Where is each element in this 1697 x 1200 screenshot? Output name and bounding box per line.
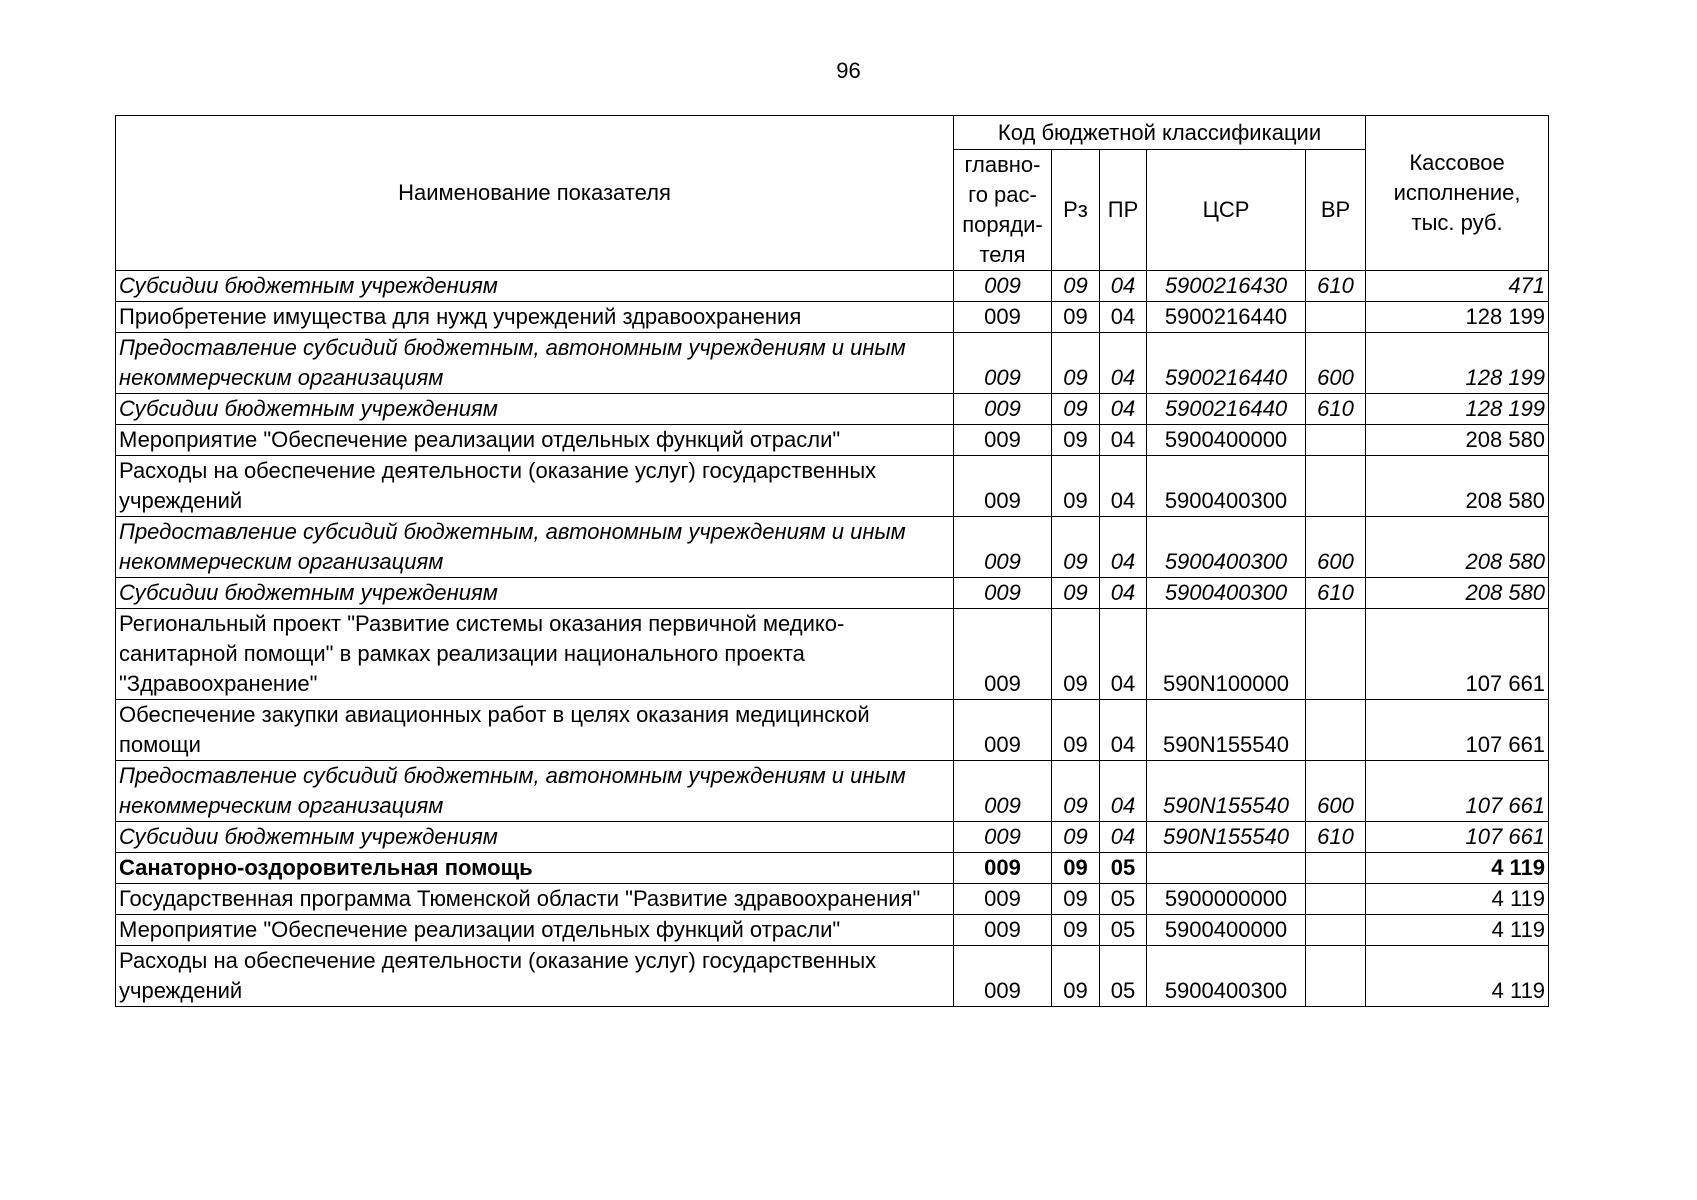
row-pr-code: 05	[1100, 946, 1147, 1007]
row-csr-code	[1147, 853, 1306, 884]
row-amount: 128 199	[1366, 302, 1549, 333]
row-rz-code: 09	[1052, 700, 1100, 761]
header-pr: ПР	[1100, 150, 1147, 271]
row-vr-code	[1306, 946, 1366, 1007]
header-row-top	[116, 116, 1549, 150]
row-csr-code: 5900216440	[1147, 333, 1306, 394]
row-rz-code: 09	[1052, 333, 1100, 394]
row-csr-code: 5900400300	[1147, 578, 1306, 609]
row-vr-code	[1306, 456, 1366, 517]
table-row	[116, 700, 1549, 761]
row-rz-code: 09	[1052, 578, 1100, 609]
row-amount: 4 119	[1366, 915, 1549, 946]
row-csr-code: 5900216440	[1147, 302, 1306, 333]
row-vr-code	[1306, 425, 1366, 456]
row-csr-code: 5900400300	[1147, 517, 1306, 578]
row-csr-code: 5900216430	[1147, 271, 1306, 302]
row-rz-code: 09	[1052, 425, 1100, 456]
table-body	[116, 271, 1549, 1007]
row-vr-code	[1306, 700, 1366, 761]
table-row	[116, 302, 1549, 333]
row-admin-code: 009	[954, 425, 1052, 456]
row-vr-code: 610	[1306, 271, 1366, 302]
row-rz-code: 09	[1052, 822, 1100, 853]
row-name: Обеспечение закупки авиационных работ в целях оказания медицинской помощи	[116, 700, 954, 761]
row-amount: 4 119	[1366, 853, 1549, 884]
table-row	[116, 915, 1549, 946]
row-name: Предоставление субсидий бюджетным, автономным учреждениям и иным некоммерческим организациям	[116, 761, 954, 822]
row-vr-code: 610	[1306, 578, 1366, 609]
row-pr-code: 04	[1100, 333, 1147, 394]
table-row	[116, 853, 1549, 884]
row-name: Мероприятие "Обеспечение реализации отдельных функций отрасли"	[116, 425, 954, 456]
row-vr-code	[1306, 853, 1366, 884]
row-admin-code: 009	[954, 915, 1052, 946]
row-csr-code: 5900400000	[1147, 425, 1306, 456]
header-csr: ЦСР	[1147, 150, 1306, 271]
row-pr-code: 04	[1100, 822, 1147, 853]
row-csr-code: 5900216440	[1147, 394, 1306, 425]
row-pr-code: 04	[1100, 578, 1147, 609]
row-amount: 128 199	[1366, 333, 1549, 394]
row-amount: 107 661	[1366, 609, 1549, 700]
row-rz-code: 09	[1052, 915, 1100, 946]
table-row	[116, 394, 1549, 425]
row-admin-code: 009	[954, 700, 1052, 761]
row-vr-code: 610	[1306, 394, 1366, 425]
row-pr-code: 04	[1100, 271, 1147, 302]
row-rz-code: 09	[1052, 761, 1100, 822]
row-admin-code: 009	[954, 609, 1052, 700]
row-rz-code: 09	[1052, 853, 1100, 884]
row-vr-code	[1306, 915, 1366, 946]
row-pr-code: 04	[1100, 700, 1147, 761]
row-vr-code: 600	[1306, 517, 1366, 578]
row-admin-code: 009	[954, 853, 1052, 884]
row-csr-code: 590N155540	[1147, 822, 1306, 853]
row-name: Субсидии бюджетным учреждениям	[116, 822, 954, 853]
table-row	[116, 822, 1549, 853]
row-csr-code: 590N155540	[1147, 761, 1306, 822]
table-row	[116, 609, 1549, 700]
header-name: Наименование показателя	[116, 116, 954, 271]
row-name: Санаторно-оздоровительная помощь	[116, 853, 954, 884]
page-number: 96	[836, 58, 861, 83]
header-amount: Кассовое исполнение, тыс. руб.	[1366, 116, 1549, 271]
row-pr-code: 04	[1100, 425, 1147, 456]
row-name: Расходы на обеспечение деятельности (оказание услуг) государственных учреждений	[116, 456, 954, 517]
row-rz-code: 09	[1052, 302, 1100, 333]
budget-table	[115, 115, 1549, 1007]
row-pr-code: 04	[1100, 609, 1147, 700]
table-row	[116, 884, 1549, 915]
table-row	[116, 946, 1549, 1007]
row-csr-code: 5900400000	[1147, 915, 1306, 946]
row-amount: 128 199	[1366, 394, 1549, 425]
row-csr-code: 5900000000	[1147, 884, 1306, 915]
row-admin-code: 009	[954, 271, 1052, 302]
row-vr-code: 600	[1306, 761, 1366, 822]
row-vr-code	[1306, 609, 1366, 700]
row-csr-code: 5900400300	[1147, 456, 1306, 517]
table-row	[116, 425, 1549, 456]
row-name: Субсидии бюджетным учреждениям	[116, 578, 954, 609]
row-admin-code: 009	[954, 394, 1052, 425]
row-rz-code: 09	[1052, 517, 1100, 578]
row-csr-code: 590N155540	[1147, 700, 1306, 761]
table-row	[116, 333, 1549, 394]
row-amount: 107 661	[1366, 822, 1549, 853]
table-row	[116, 271, 1549, 302]
row-admin-code: 009	[954, 578, 1052, 609]
row-admin-code: 009	[954, 333, 1052, 394]
row-amount: 208 580	[1366, 517, 1549, 578]
row-name: Государственная программа Тюменской области "Развитие здравоохранения"	[116, 884, 954, 915]
row-name: Мероприятие "Обеспечение реализации отдельных функций отрасли"	[116, 915, 954, 946]
row-pr-code: 05	[1100, 884, 1147, 915]
row-amount: 107 661	[1366, 761, 1549, 822]
row-admin-code: 009	[954, 822, 1052, 853]
row-admin-code: 009	[954, 946, 1052, 1007]
row-rz-code: 09	[1052, 394, 1100, 425]
row-admin-code: 009	[954, 517, 1052, 578]
row-rz-code: 09	[1052, 884, 1100, 915]
row-rz-code: 09	[1052, 609, 1100, 700]
row-admin-code: 009	[954, 456, 1052, 517]
row-admin-code: 009	[954, 884, 1052, 915]
row-pr-code: 04	[1100, 517, 1147, 578]
header-vr: ВР	[1306, 150, 1366, 271]
row-csr-code: 5900400300	[1147, 946, 1306, 1007]
row-amount: 4 119	[1366, 946, 1549, 1007]
row-amount: 4 119	[1366, 884, 1549, 915]
row-vr-code	[1306, 302, 1366, 333]
row-name: Субсидии бюджетным учреждениям	[116, 271, 954, 302]
header-classification-group: Код бюджетной классификации	[954, 116, 1366, 150]
row-name: Расходы на обеспечение деятельности (оказание услуг) государственных учреждений	[116, 946, 954, 1007]
row-admin-code: 009	[954, 302, 1052, 333]
row-name: Приобретение имущества для нужд учреждений здравоохранения	[116, 302, 954, 333]
row-rz-code: 09	[1052, 271, 1100, 302]
header-admin: главно-го рас-поряди-теля	[954, 150, 1052, 271]
table-row	[116, 578, 1549, 609]
row-pr-code: 04	[1100, 302, 1147, 333]
table-row	[116, 517, 1549, 578]
table-row	[116, 761, 1549, 822]
table-row	[116, 456, 1549, 517]
row-admin-code: 009	[954, 761, 1052, 822]
row-vr-code: 610	[1306, 822, 1366, 853]
row-csr-code: 590N100000	[1147, 609, 1306, 700]
row-pr-code: 05	[1100, 853, 1147, 884]
row-amount: 208 580	[1366, 578, 1549, 609]
row-pr-code: 04	[1100, 761, 1147, 822]
row-rz-code: 09	[1052, 946, 1100, 1007]
row-name: Предоставление субсидий бюджетным, автономным учреждениям и иным некоммерческим организациям	[116, 517, 954, 578]
row-rz-code: 09	[1052, 456, 1100, 517]
row-name: Субсидии бюджетным учреждениям	[116, 394, 954, 425]
row-vr-code: 600	[1306, 333, 1366, 394]
row-vr-code	[1306, 884, 1366, 915]
row-name: Предоставление субсидий бюджетным, автономным учреждениям и иным некоммерческим организациям	[116, 333, 954, 394]
row-amount: 208 580	[1366, 456, 1549, 517]
row-pr-code: 05	[1100, 915, 1147, 946]
row-amount: 208 580	[1366, 425, 1549, 456]
header-rz: Рз	[1052, 150, 1100, 271]
row-pr-code: 04	[1100, 456, 1147, 517]
row-name: Региональный проект "Развитие системы оказания первичной медико-санитарной помощи" в рамках реализации национального проекта "Здравоохранение"	[116, 609, 954, 700]
row-pr-code: 04	[1100, 394, 1147, 425]
row-amount: 107 661	[1366, 700, 1549, 761]
row-amount: 471	[1366, 271, 1549, 302]
